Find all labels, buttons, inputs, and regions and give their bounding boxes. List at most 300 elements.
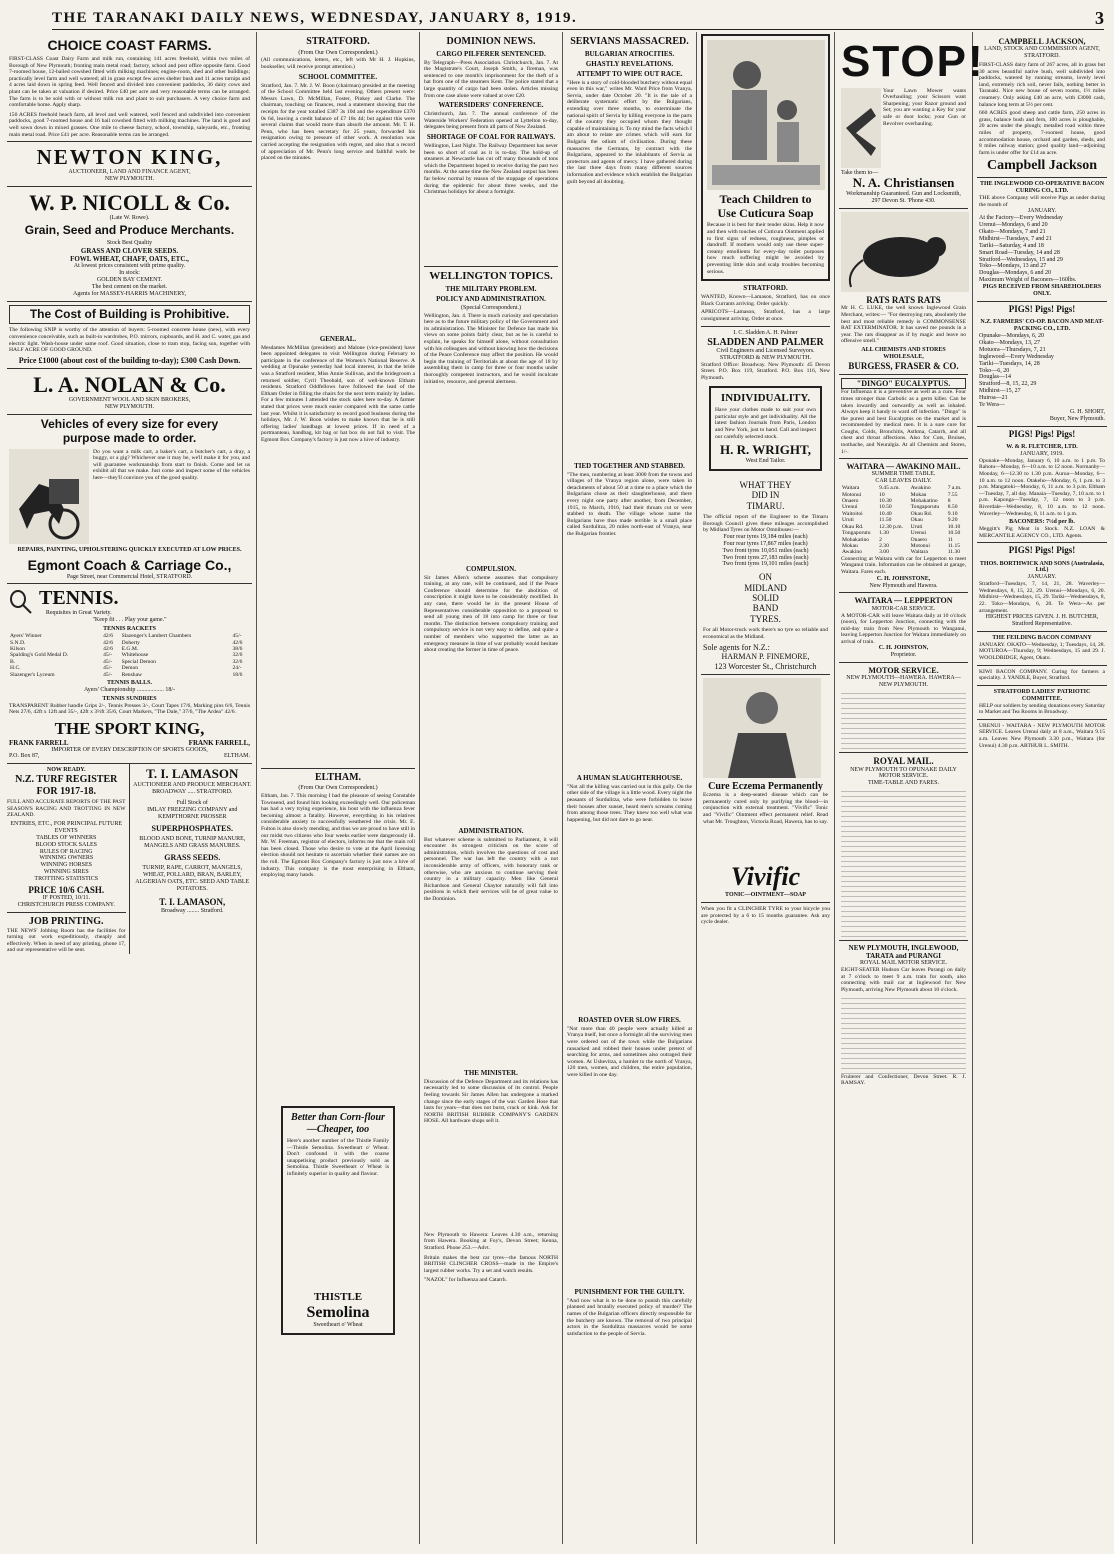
borthwick-heading: THOS. BORTHWICK AND SONS (Australasia, Ltd.) [979, 560, 1105, 574]
man-portrait-illustration [703, 678, 821, 778]
thistle-semolina-ad [281, 1106, 395, 1335]
eltham-heading: ELTHAM. [314, 771, 362, 783]
waitara-mail-ad [839, 459, 968, 593]
solid-text: SOLID [752, 593, 779, 603]
racket-price: 45/- [103, 658, 113, 665]
stop-time: 11.50 [879, 517, 892, 524]
sladden-title: SLADDEN AND PALMER [707, 336, 824, 348]
vivific-sub: TONIC—OINTMENT—SOAP [725, 892, 806, 899]
sport-place: ELTHAM. [224, 753, 250, 760]
turf-register-ad [7, 764, 130, 954]
pigs-heading: PIGS RECEIVED FROM SHAREHOLDERS ONLY. [982, 284, 1102, 298]
school-body: Stratford, Jan. 7. Mr. J. W. Boon (chairman) presided at the meeting of the School Committee held last evening. Others present were: Messrs Lawn, D. McMillan, Foster, Pinkey and Clarke. The chairman, touching on finances, read a statement showing that the receipts for the year totalled £387 3s 10d and the expenditure £370 0s 6d, leaving a credit balance of £7 18s 4d; but against this were several claims that would more than absorb the amount. Mr. T. H. Penn, who has been secretary for 25 years, forwarded his resignation owing to pressure of other work. A resolution was carried accepting the resignation with regret, and also that a record of appreciation of Mr. Penn's long service and faithful work be placed on the minutes. [261, 82, 415, 162]
lamason-line: BLOOD AND BONE, TURNIP MANURE, MANGELS AND GRASS MANURES. [139, 835, 246, 849]
stop-time: 3.00 [879, 549, 889, 556]
mother-child-illustration [707, 40, 825, 190]
racket-name: Special Demon [121, 658, 156, 665]
cargo-body: By Telegraph—Press Association. Christchurch, Jan. 7. At the Magistrate's Court, Joseph Smith, a fireman, was sentenced to one month's imprisonment for the theft of a hat from one of the steamers Kent. The police stated that a large quantity of cargo had been stolen. Articles missing from one case alone were valued at over £20. [424, 59, 558, 99]
motor-timetable [841, 689, 966, 749]
urenui-motor-ad [977, 720, 1107, 752]
sport-sub: IMPORTER OF EVERY DESCRIPTION OF SPORTS GOODS, [51, 746, 208, 753]
thistle-body: Here's another number of the Thistle Family—Thistle Semolina. Sweetheart o' Wheat. Don't confound it with the coarse unappetising product previously sold as Semolina. Thistle Sweetheart o' Wheat is infinitely superior in quality and flavour. [287, 1138, 389, 1178]
sole-agents: Sole agents for N.Z.: [703, 643, 770, 653]
nzf-row: Douglas—14 [979, 374, 1011, 381]
nicoll-line-4: In stock: [119, 270, 140, 276]
stop-time: 9.20 [947, 517, 958, 524]
stop-time: 8 [947, 498, 951, 505]
stop-time: 11.30 [947, 549, 961, 556]
racket-name: Slazenger's Lambert Chambers [121, 633, 192, 640]
fletcher-title: W. & R. FLETCHER, LTD. [1006, 443, 1078, 450]
tyres-text: TYRES. [750, 613, 781, 624]
wright-title: H. R. WRIGHT, [720, 442, 811, 458]
lamason-line: GRASS SEEDS. [164, 852, 221, 862]
now-ready: NOW READY. [46, 767, 86, 774]
vehicles-body: Do you want a milk cart, a baker's cart, a butcher's cart, a dray, a buggy, or a gig? Whichever one it may be, we'll make it for you, and will guarantee workmanship from start to finish. Come and let us exhibit all that we make. Just come and inspect some of the vehicles here—they'll convince you of the good quality. [93, 448, 250, 481]
turf-item: WINNING SIRES [43, 869, 89, 876]
column-3 [420, 32, 563, 1544]
horse-cart-illustration [9, 449, 89, 544]
lamason-stock: Full Stock of [176, 800, 208, 807]
vehicles-title: Vehicles of every size for every [40, 417, 219, 431]
racket-name: S.N.D. [10, 639, 26, 646]
attempt-heading: ATTEMPT TO WIPE OUT RACE. [576, 69, 683, 78]
cuticura-title-1: Teach Children to [719, 191, 812, 206]
bacon-row: Okato—Mondays, 7 and 21 [979, 229, 1046, 236]
timaru-body: The official report of the Engineer to the Timaru Borough Council gives these mileages accomplished by Midland Tyres on Motor Omnibuses:— [703, 514, 828, 534]
bacon-row: At the Factory—Every Wednesday [979, 215, 1063, 222]
racket-name: Spalding's Gold Medal D. [10, 652, 69, 659]
pigs-banner-2: PIGS! Pigs! Pigs! [1008, 428, 1076, 439]
lamason-line: SUPERPHOSPHATES. [151, 823, 233, 833]
nicoll-line-6: The best cement on the market. [91, 283, 168, 290]
racket-price: 32/6 [232, 652, 243, 659]
punishment-body: "And now what is to be done to punish this carefully planned and brutally executed policy of murder? The names of the Bulgarian officers directly responsible for the butchery are known. The removal of two principal actors in the Surdulitza massacres would be some satisfaction to the people of Servia. [567, 1297, 692, 1337]
nzf-row: Midhirst—15, 27 [979, 388, 1021, 395]
vehicles-title-2: purpose made to order. [62, 430, 197, 445]
racket-price: 42/6 [103, 633, 114, 640]
nzf-row: Tariki—Tuesdays, 14, 28 [979, 360, 1040, 367]
lepperton-body: A MOTOR-CAR will leave Waitara daily at 10 o'clock (noon), for Lepperton Junction, connecting with the mid-day train from New Plymouth to Wanganui, leaving Lepperton Junction for Waitara immediately on arrival of train. [841, 612, 966, 645]
lepperton-sub: MOTOR-CAR SERVICE. [871, 605, 936, 612]
nazol-notice: "NAZOL" for Influenza and Catarrh. [424, 1277, 508, 1284]
stop-time: 11.15 [947, 543, 961, 550]
tied-body: "The men, numbering at least 3000 from the towns and villages of the Vranya region alone, were taken in detachments of about 50 at a time to a place which the Bulgarians chose as their slaughterhouse, and there every night one party after another, from December, 1915, to March, 1916, had their throats cut or were stabbed to death. The village whose name the Bulgarians have thus made terrible is a small place called Surdulitza, 20 miles north-east of Vranya, near the Bulgarian frontier. [567, 471, 692, 538]
stop-name: Mohakatino [910, 498, 938, 505]
stop-time: 2.30 [879, 543, 889, 550]
stop-title: STOP! [841, 37, 985, 86]
nicoll-late: (Late W. Rowe). [109, 215, 150, 222]
clincher-notice: When you fit a CLINCHER TYRE to your bicycle you are protected by a 6 to 15 months guarantee. Ask any cycle dealer. [701, 905, 830, 926]
vivific-logo: Vivific [730, 862, 801, 892]
racket-name: B. [10, 658, 16, 665]
nzf-row: Opunake—Mondays, 6, 20 [979, 333, 1044, 340]
turf-item: TABLES OF WINNERS [36, 834, 97, 841]
turf-item: TROTTING STATISTICS [34, 876, 99, 883]
cj-sub: LAND, STOCK AND COMMISSION AGENT, STRATFORD. [984, 46, 1100, 60]
column-1 [3, 32, 257, 1544]
nzf-row: Inglewood—Every Wednesday [979, 353, 1054, 360]
inglewood-bacon-ad [977, 178, 1107, 302]
bacon-row: Midhirst—Tuesdays, 7 and 21 [979, 235, 1052, 242]
royal-timetable [841, 787, 966, 937]
vehicles-repairs: REPAIRS, PAINTING, UPHOLSTERING QUICKLY EXECUTED AT LOW PRICES. [17, 546, 242, 553]
feilding-ad [977, 632, 1107, 666]
policy-heading: POLICY AND ADMINISTRATION. [436, 294, 546, 303]
stop-name: Urenui [910, 530, 927, 537]
feilding-heading: THE FEILDING BACON COMPANY [992, 634, 1092, 641]
minister-body: Discussion of the Defence Department and its relations has necessarily led to some discussion of its control. People feeling towards Sir James Allen has undergone a marked change since the early stages of the war. Garden Hose that lasts for years—that does not burst, crack or kink. Ask for NORTH BRITISH RUBBER COMPANY'S GARDEN HOSE. All hardware shops sell it. [424, 1078, 558, 1125]
np-timetable [841, 994, 966, 1074]
lamason-ad [130, 764, 253, 954]
ghastly-heading: GHASTLY REVELATIONS. [585, 59, 674, 68]
thistle-tag: Sweetheart o' Wheat [313, 1322, 363, 1329]
racket-name: Ayers' Winner [10, 633, 42, 640]
tennis-keep: "Keep fit . . . Play your game." [92, 617, 167, 624]
roasted-body: "Not more than 40 people were actually killed at Vranya itself, but once a fortnight all the surviving men were ordered out of the town while the Bulgarians ransacked and robbed their houses under pretext of searching for arms, and sometimes also outraged their women. At Ushevitza, a hamlet to the north of Vranya, 120 men, women, and children, the entire population, were killed in one day. [567, 1025, 692, 1078]
stratford-note: (All communications, letters, etc., left with Mr H. J. Hopkins, bookseller, will receive prompt attention.) [261, 57, 415, 70]
apricots-notice: APRICOTS—Lamason, Stratford, has a large consignment arriving. Order at once. [701, 309, 830, 323]
rat-illustration [841, 212, 969, 292]
stop-name: Okau Rd. [842, 523, 864, 530]
rackets-table [9, 633, 250, 678]
vehicles-ad [7, 415, 252, 584]
np-body: EIGHT-SEATER Hudson Car leaves Purangi on daily at 7 o'clock to meet 9 a.m. train for south, also connecting with mail car at Inglewood for New Plymouth, arriving New Plymouth about 10 o'clock. [841, 967, 966, 993]
pigs-banner: PIGS! Pigs! Pigs! [1008, 303, 1076, 314]
bacon-row: Stratford—Wednesdays, 15 and 29 [979, 256, 1063, 263]
britain-tyres-notice: Britain makes the best car tyres—the famous NORTH BRITISH CLINCHER CROSS—made in the Empire's largest rubber works. Try a set and watch results. [424, 1254, 558, 1274]
page-number: 3 [1095, 8, 1104, 29]
watersiders-body: Christchurch, Jan. 7. The annual conference of the Waterside Workers' Federation opened at Lyttelton to-day, delegates being present from all parts of New Zealand. [424, 111, 558, 131]
motor-sub: NEW PLYMOUTH—HAWERA. HAWERA—NEW PLYMOUTH. [846, 675, 961, 689]
meggitt: Meggitt's Pig Meat in Stock. N.Z. LOAN & MERCANTILE AGENCY CO., LTD. Agents. [979, 525, 1105, 539]
administration-heading: ADMINISTRATION. [458, 826, 524, 835]
wellington-topics-heading: WELLINGTON TOPICS. [429, 269, 553, 282]
christiansen-addr: 297 Devon St. 'Phone 430. [871, 198, 936, 205]
stop-name: Uruti [842, 517, 854, 524]
royal-heading: ROYAL MAIL. [873, 756, 934, 767]
cost-body: The following SNIP is worthy of the attention of buyers: 5-roomed concrete house (new), with every convenience conceivable, such as built-in wardrobes, P.O. mirrors, cupboards, and H. and C. water, gas and electric light. Wash-house under same roof. Good situation, close to tram stop, facing sun, together with HALF ACRE OF GOOD GROUND. [9, 327, 250, 354]
sladden-place: STRATFORD & NEW PLYMOUTH. [719, 354, 812, 361]
stop-name: Mokau [842, 543, 858, 550]
bacon-row: Douglas—Mondays, 6 and 20 [979, 270, 1051, 277]
cost-of-building-ad [7, 302, 252, 369]
sport-right: FRANK FARRELL, [188, 738, 250, 747]
borthwick-month: JANUARY. [1027, 574, 1057, 581]
turf-item: WINNING OWNERS [39, 855, 94, 862]
stop-time: 12.30 p.m. [879, 523, 904, 530]
balls-line: Ayers' Championship .................. 18/- [83, 686, 176, 693]
fletcher-month: JANUARY, 1919. [1020, 450, 1064, 457]
racket-price: 24/- [232, 665, 242, 672]
dominion-heading: DOMINION NEWS. [446, 36, 536, 47]
turf-pub: CHRISTCHURCH PRESS COMPANY. [17, 902, 115, 909]
thistle-brand: THISTLE [313, 1291, 363, 1304]
column-6 [835, 32, 985, 1544]
np-heading: NEW PLYMOUTH, INGLEWOOD, TARATA and PURANGI [848, 944, 959, 961]
column-2 [257, 32, 420, 1544]
racket-price: 42/6 [103, 639, 114, 646]
thistle-name: Semolina [306, 1303, 370, 1321]
nicoll-ad [7, 187, 252, 301]
nicoll-sub: Grain, Seed and Produce Merchants. [24, 223, 235, 238]
cost-price: Price £1000 (about cost of the building to-day); £300 Cash Down. [18, 355, 241, 365]
nolan-ad [7, 369, 252, 415]
nzf-row: Huiroa—21 [979, 395, 1008, 402]
lamason-place: BROADWAY ..... STRATFORD. [152, 789, 233, 796]
column-7 [973, 32, 1111, 1544]
cargo-heading: CARGO PILFERER SENTENCED. [436, 49, 546, 58]
fletcher-body: Opunake—Monday, January 6, 10 a.m. to 1 p.m. To Rahotu—Monday, 6—10 a.m. to 12 noon. Normanby—Monday, 6—12.30 to 1.30 p.m. Auroa—Monday, 6—10 a.m. to 12 noon. Otakeho—Monday, 6, 1 p.m. to 3 p.m. Mangatoki—Monday, 6, 11 a.m. to 3 p.m. Eltham—Tuesday, 7, all day. Manaia—Tuesday, 7, 10 a.m. to 1 p.m. Kaponga—Tuesday, 7, 12 noon to 3 p.m. Riverdale—Wednesday, 8, 10 a.m. to 12 noon. Waverley—Wednesday, 8, 11 a.m. to 1 p.m. [979, 457, 1105, 517]
turf-title: N.Z. TURF REGISTER FOR 1917-18. [15, 774, 118, 797]
stop-name: Waitara [910, 549, 928, 556]
stop-name: Okau Rd. [910, 510, 933, 517]
johnstone-place: New Plymouth and Hawera. [869, 582, 938, 589]
nicoll-line-1: GRASS AND CLOVER SEEDS. [80, 247, 179, 256]
waitara-heading: WAITARA — AWAKINO MAIL. [846, 462, 961, 472]
cj-title: CAMPBELL JACKSON, [998, 37, 1086, 46]
ladies-body: HELP our soldiers by sending donations every Saturday to Market and Tea Rooms in Broadway. [979, 702, 1105, 716]
minister-heading: THE MINISTER. [464, 1068, 518, 1077]
stop-time: 10.40 [879, 510, 892, 517]
stop-time: 11 [947, 536, 954, 543]
individuality-body: Have your clothes made to suit your own particular style and get individuality. All the latest fashion Journals from Paris, London and New York, just to hand. Call and inspect our carefully selected stock. [715, 407, 816, 440]
racket-price: 42/6 [232, 639, 243, 646]
midland-text: MIDLAND [744, 582, 787, 593]
lamason-foot-2: Broadway ........ Stratford. [161, 907, 224, 914]
balls-head: TENNIS BALLS. [106, 680, 153, 687]
stop-time: 9.10 [947, 510, 958, 517]
stop-name: Uruti [910, 523, 923, 530]
nicoll-line-3: At lowest prices consistent with prime quality. [73, 263, 186, 270]
bacon-max: Maximum Weight of Baconers—160lbs. [979, 277, 1077, 284]
sladden-names: I. C. Sladden A. H. Palmer [733, 329, 798, 336]
fletcher-ad [977, 441, 1107, 543]
stop-time: 10 [879, 491, 885, 498]
individuality-ad [709, 386, 822, 471]
compulsion-body: Sir James Allen's scheme assumes that compulsory training, at any rate, will be continued, and if the Peace Conference should determine for the abolition of conscription it might have to be considerably modified. In any case, there would be in the present House of Representatives considerable opposition to a proposal to send all young men of 18 into camp for three or four months. The distinction between compulsory training and compulsory service is not very easy to define, and quite a number of members who supported the latter as an emergency measure in time of war probably would hesitate about creating the former in time of peace. [424, 574, 558, 654]
nicoll-line-0: Stock Best Quality [106, 240, 153, 247]
kiwi-body: KIWI BACON COMPANY. Curing for farmers a speciality. J. YANDLE, Buyer, Stratford. [979, 668, 1105, 682]
eczema-heading: Cure Eczema Permanently [708, 780, 823, 792]
short-sub: Buyer, New Plymouth. [1049, 415, 1105, 422]
racket-price: 32/6 [232, 658, 243, 665]
racket-name: H.C. [10, 665, 21, 672]
stop-ad [839, 34, 985, 209]
stop-name: Onaero [910, 536, 928, 543]
farms-body: FIRST-CLASS Coast Dairy Farm and milk run, containing 141 acres freehold, within two miles of Borough of New Plymouth; fronting main metal road; factory, school and post office opposite farm. Good 7-roomed house, 12-bailed cowshed fitted with milking machines; engine-room, shed and other buildings; practically level farm and well watered; all in grass except few acres shelter bush and 11 acres turnips and 4 acres laid down in spring feed. Well fenced and divided into convenient paddocks, 36 dairy cows and plant can be taken at valuation if desired. Price £40 per acre and very reasonable terms can be arranged. The farm is to be sold with or without milk run and plant to suit purchasers. A very choice farm and comfortable home. Apply sharp. [9, 56, 250, 109]
lepperton-ad [839, 593, 968, 663]
stratford-notices-heading: STRATFORD. [743, 284, 788, 293]
rats-body: Mr H. C. LUKE, the well known Inglewood Grain Merchant, writes:— "For destroying rats, absolutely the best and most reliable remedy is COMMONSENSE RAT EXTERMINATOR. It has saved me pounds in a year. The rats disappear as if by magic and leave no offensive smell." [841, 305, 967, 345]
bacon-row: Tariki—Saturday, 4 and 18 [979, 242, 1044, 249]
rats-ad [839, 209, 968, 375]
stop-name: Waitara [842, 485, 860, 492]
thistle-title: Better than Corn-flour—Cheaper, too [291, 1112, 385, 1135]
stop-name: Motonui [842, 491, 862, 498]
bacon-heading: THE INGLEWOOD CO-OPERATIVE BACON CURING CO., LTD. [979, 181, 1105, 195]
bulgarian-heading: BULGARIAN ATROCITIES. [584, 49, 675, 58]
compulsion-heading: COMPULSION. [466, 564, 516, 573]
rackets-head: TENNIS RACKETS [103, 626, 156, 633]
slaughterhouse-body: "Not all the killing was carried out in this gully. On the other side of the village is a little wood. Every night the peasants of Surdulitza, who were forbidden to leave their houses after sunset, heard men's screams coming from among those trees. They knew too well what was happening, but did not dare to go near. [567, 783, 692, 823]
stop-time: 7.55 [947, 491, 958, 498]
short-name: G. H. SHORT, [1069, 408, 1105, 415]
turf-price: PRICE 10/6 CASH. [28, 885, 105, 896]
special-correspondent: (Special Correspondent.) [461, 304, 521, 311]
burgess-title: BURGESS, FRASER & CO. [848, 360, 959, 371]
vivific-ad [701, 675, 830, 903]
farms-body-2: 150 ACRES freehold beach farm, all level and well watered, well fenced and subdivided into convenient paddocks, good 7-roomed house and 16 bail cowshed fitted with milking machines. The land is good and well sown down in mixed grasses. One mile to cheese factory, school, township, saleyards, etc., fronting main metal road. Price £41 per acre. Reasonable terms can be arranged. [9, 111, 250, 138]
military-heading: THE MILITARY PROBLEM. [445, 284, 537, 293]
stop-time: 1.30 [879, 530, 889, 537]
stop-time: 10.50 [879, 504, 892, 511]
timaru-1: WHAT THEY [739, 480, 792, 491]
racket-name: Whitehouse [121, 652, 149, 659]
lamason-sub: AUCTIONEER AND PRODUCE MERCHANT. [133, 782, 252, 789]
cj-body: FIRST-CLASS dairy farm of 267 acres, all in grass but 30 acres beautiful native bush, well subdivided into paddocks, watered by running streams, lovely level land, extremely rich soil, never fails, nothing better in Taranaki. Nice new house of seven rooms, 1½ miles creamery. Only asking £40 an acre, with £3000 cash, balance long term at 5½ per cent. [979, 61, 1105, 108]
feilding-body: JANUARY. OKATO—Wednesday, 1; Tuesdays, 14, 28. MOTUROA—Thursday, 9; Wednesdays, 15 and 29. J. WOOLDRIDGE, Agent, Okato. [979, 641, 1105, 662]
motor-heading: MOTOR SERVICE. [868, 666, 939, 676]
np-foot: Fruiterer and Confectioner, Devon Street. R. J. RAMSAY. [841, 1073, 966, 1087]
lamason-title: T. I. LAMASON [146, 766, 239, 782]
sport-box: P.O. Box 87, [9, 753, 40, 760]
sundries-head: TENNIS SUNDRIES [102, 695, 157, 702]
bacon-row: Urenui—Mondays, 6 and 20 [979, 222, 1048, 229]
racket-name: Kilson [10, 645, 25, 652]
stop-name: Okau [910, 517, 923, 524]
bottom-ads [7, 764, 252, 954]
cj-body-2: 660 ACRES good sheep and cattle farm, 250 acres in grass, balance bush and fern, 100 acres is ploughable, 20 acres under the plough; metalled road within three miles of property, 7-roomed house, good accommodation house, orchard and garden, sheds, and 8 miles railway station; good quality land—adjoining farm is under offer for £14 an acre. [979, 110, 1105, 156]
nicoll-line-7: Agents for MASSEY-HARRIS MACHINERY, [73, 290, 186, 297]
lepperton-heading: WAITARA — LEPPERTON [854, 596, 953, 606]
stop-name: Waitoitoi [842, 510, 863, 517]
kiwi-bacon-ad [977, 666, 1107, 686]
dingo-body: For Influenza it is a preventive as well as a cure. Four times stronger than Carbolic as a germ killer. Can be taken inwardly and outwardly as well as inhaled. Always keep it handy to ward off infection. "Dingo" is the purest and best Eucalyptus on the market and is recommended by medical men. It is a sure cure for Coughs, Colds, Bronchitis, Asthma, Catarrh, and all chest and throat affections. Also for Cuts, Bruises, toothache, and Neuralgia. At all Chemists and Stores, 1/-. [841, 389, 966, 455]
turf-item: BLOOD STOCK SALES [35, 841, 98, 848]
table-row [9, 672, 250, 678]
dingo-title: "DINGO" EUCALYPTUS. [841, 378, 966, 389]
stratford-sub: (From Our Own Correspondent.) [298, 49, 378, 56]
borthwick-ad [977, 558, 1107, 632]
cost-title: The Cost of Building is Prohibitive. [9, 305, 250, 325]
stop-time: 10.50 [947, 530, 961, 537]
column-4 [563, 32, 697, 1544]
coal-heading: SHORTAGE OF COAL FOR RAILWAYS. [426, 132, 556, 141]
wright-sub: West End Tailor. [745, 458, 786, 465]
coal-body: Wellington, Last Night. The Railway Department has never been so short of coal as it is to-day. The hold-up of steamers at Newcastle has cut off many thousands of tons which the Department hoped to receive during the past two months. At the same time the New Zealand output has been far below normal by reason of the stoppage of operations during the epidemic for about three weeks, and the Christmas holidays for about a fortnight. [424, 142, 558, 196]
stop-time: 10.10 [947, 523, 961, 530]
racket-price: 45/- [103, 665, 113, 672]
hand-pointing-illustration [841, 88, 881, 168]
nolan-title: L. A. NOLAN & Co. [33, 371, 226, 397]
nz-farmers-bacon-ad [977, 316, 1107, 426]
egmont-title: Egmont Coach & Carriage Co., [27, 557, 232, 574]
sundries-body: TRANSPARENT Rubber handle Grips 2/-, Tennis Presses 3/-, Court Tapes 17/6, Marking pins 6/6, Tennis Nets 27/6, 42ft x 12ft and 35/-, 42ft x 3½ft 35/6, Court Markers, "The Dale," 37/6, "The Ardea" 42/6. [9, 702, 250, 716]
turf-item: RULES OF RACING [39, 848, 93, 855]
borthwick-foot: HIGHEST PRICES GIVEN. J. H. BUTCHER, Stratford Representative. [985, 614, 1099, 628]
royal-mail-ad [839, 753, 968, 941]
nolan-place: NEW PLYMOUTH. [104, 404, 155, 411]
borthwick-body: Stratford—Tuesdays, 7, 14, 21, 28. Waverley—Wednesdays, 8, 15, 22, 29. Urenui—Mondays, 6, 20. Midhirst—Wednesdays, 15, 29. Tariki—Wednesdays, 8, 22. Toko—Mondays, 6, 20. Te Wera—As per arrangement. [979, 581, 1105, 614]
bacon-row: Toko—Mondays, 13 and 27 [979, 263, 1047, 270]
newton-title: NEWTON KING, [36, 145, 223, 170]
nicoll-line-5: GOLDEN BAY CEMENT. [96, 276, 163, 283]
lamason-line: TURNIP, RAPE, CARROT, MANGELS, WHEAT, POLLARD, BRAN, BARLEY, ALGERIAN OATS, ETC. SEED AND TABLE POTATOES. [135, 864, 250, 892]
stratford-heading: STRATFORD. [306, 36, 370, 47]
racket-price: 45/- [103, 671, 113, 678]
johnstone: C. H. JOHNSTONE, [876, 575, 931, 582]
take-them: Take them to— [841, 169, 879, 176]
tied-heading: TIED TOGETHER AND STABBED. [574, 461, 685, 470]
bus-notice: New Plymouth to Hawera: Leaves 4.30 a.m., returning from Hawera. Booking at Foy's, Devon Street; Kenna, Stratford. Phone 253.—Advt. [424, 1231, 558, 1251]
waitara-note: Connecting at Waitara with car for Lepperton to meet Wanganui train. Information can be obtained at garage, Waitara. Fares each. [841, 555, 966, 576]
rats-title: RATS RATS RATS [866, 295, 941, 306]
stop-name: Motonui [910, 543, 930, 550]
ladies-committee-ad [977, 686, 1107, 720]
stop-time: 8.50 [947, 504, 958, 511]
nzf-row: Stratford—8, 15, 22, 29 [979, 381, 1037, 388]
timaru-2: DID IN [751, 490, 780, 501]
eltham-sub: (From Our Own Correspondent.) [298, 785, 378, 792]
campbell-jackson-ad [977, 34, 1107, 178]
stop-time: 2 [879, 536, 882, 543]
racket-price: 45/- [103, 652, 113, 659]
stop-name: Awakino [910, 485, 931, 492]
tyres-note: For all Motor-truck work there's no tyre so reliable and economical as the Midland. [703, 627, 828, 640]
masthead [52, 8, 1104, 30]
stop-body: Your Lawn Mower wants Overhauling; your Scissors want Sharpening; your Razor ground and Set; you are wanting a Key for your safe or door locks; your Gun or Revolver overhauling. [883, 87, 966, 127]
stop-name: Awakino [842, 549, 862, 556]
urenui-body: URENUI - WAITARA - NEW PLYMOUTH MOTOR SERVICE. Leaves Urenui daily at 8 a.m., Waitara 9.15 a.m. Leaves New Plymouth 3.30 p.m., Waitara (for Urenui) 4.30 p.m. ARTHUR L. SMITH. [979, 722, 1105, 749]
turf-body: FULL AND ACCURATE REPORTS OF THE PAST SEASON'S RACING AND TROTTING IN NEW ZEALAND. [7, 799, 126, 819]
sladden-sub: Civil Engineers and Licensed Surveyors. [716, 348, 815, 355]
racket-name: Slazenger's Lyceum [10, 671, 55, 678]
farms-title: CHOICE COAST FARMS. [47, 37, 212, 53]
proprietor: Proprietor. [890, 652, 917, 659]
tennis-sub: Requisites in Great Variety. [45, 610, 112, 617]
rats-chemists: ALL CHEMISTS AND STORES WHOLESALE, [861, 347, 946, 360]
tyre-row: Four rear tyres 17,867 miles (each) [723, 540, 808, 547]
nzf-row: Motuora—Thursdays, 7, 21 [979, 346, 1046, 353]
motor-service-ad [839, 663, 968, 753]
newton-king-ad [7, 142, 252, 187]
individuality-title: INDIVIDUALITY. [720, 391, 811, 404]
racket-price: 45/- [232, 633, 242, 640]
sport-left: FRANK FARRELL [9, 738, 69, 747]
tyre-row: Four rear tyres 19,184 miles (each) [723, 533, 808, 540]
servians-body: "Here is a story of cold-blooded butchery without equal even in this war," writes Mr. Ward Price from Vranya, Servia, under date October 20. "It is the tale of a deliberate systematic effort by the Bulgarians, extending over three months, to exterminate the national spirit of Servia by killing everyone in the parts of the country they occupied whom they thought capable of maintaining it. To my mind the facts which I am about to relate are crimes which will earn for Bulgaria the odium of civilisation. During these massacres the Germans, by contract with the Bulgarians, appeared to the inhabitants of Servia as protectors and agents of mercy. I have gathered during the last three days from many different sources information and evidence which establish the Bulgarian guilt beyond all doubting. [567, 79, 692, 185]
stop-name: Urenui [842, 504, 858, 511]
nicoll-title: W. P. NICOLL & Co. [29, 190, 230, 216]
midland-tyres-ad [701, 475, 830, 675]
newton-place: NEW PLYMOUTH. [104, 176, 155, 183]
nicoll-line-2: FOWL WHEAT, CHAFF, OATS, ETC., [70, 255, 189, 264]
racket-name: Renshaw [121, 671, 143, 678]
finemore: HARMAN P. FINEMORE, [721, 652, 810, 662]
nzf-row: Te Wera— [979, 401, 1005, 408]
timaru-3: TIMARU. [746, 500, 785, 511]
stop-name: Tongaporutu [910, 504, 940, 511]
np-sub: ROYAL MAIL MOTOR SERVICE. [860, 960, 947, 967]
finemore-addr: 123 Worcester St., Christchurch [714, 661, 817, 671]
racket-name: Doherty [121, 639, 140, 646]
bacon-sub: THE above Company will receive Pigs as under during the month of [979, 195, 1105, 208]
stop-name: Mokau [910, 491, 927, 498]
racket-name: E.G.M. [121, 645, 139, 652]
tyre-row: Two front tyres 19,101 miles (each) [722, 561, 809, 568]
nolan-sub: GOVERNMENT WOOL AND SKIN BROKERS, [68, 397, 191, 404]
